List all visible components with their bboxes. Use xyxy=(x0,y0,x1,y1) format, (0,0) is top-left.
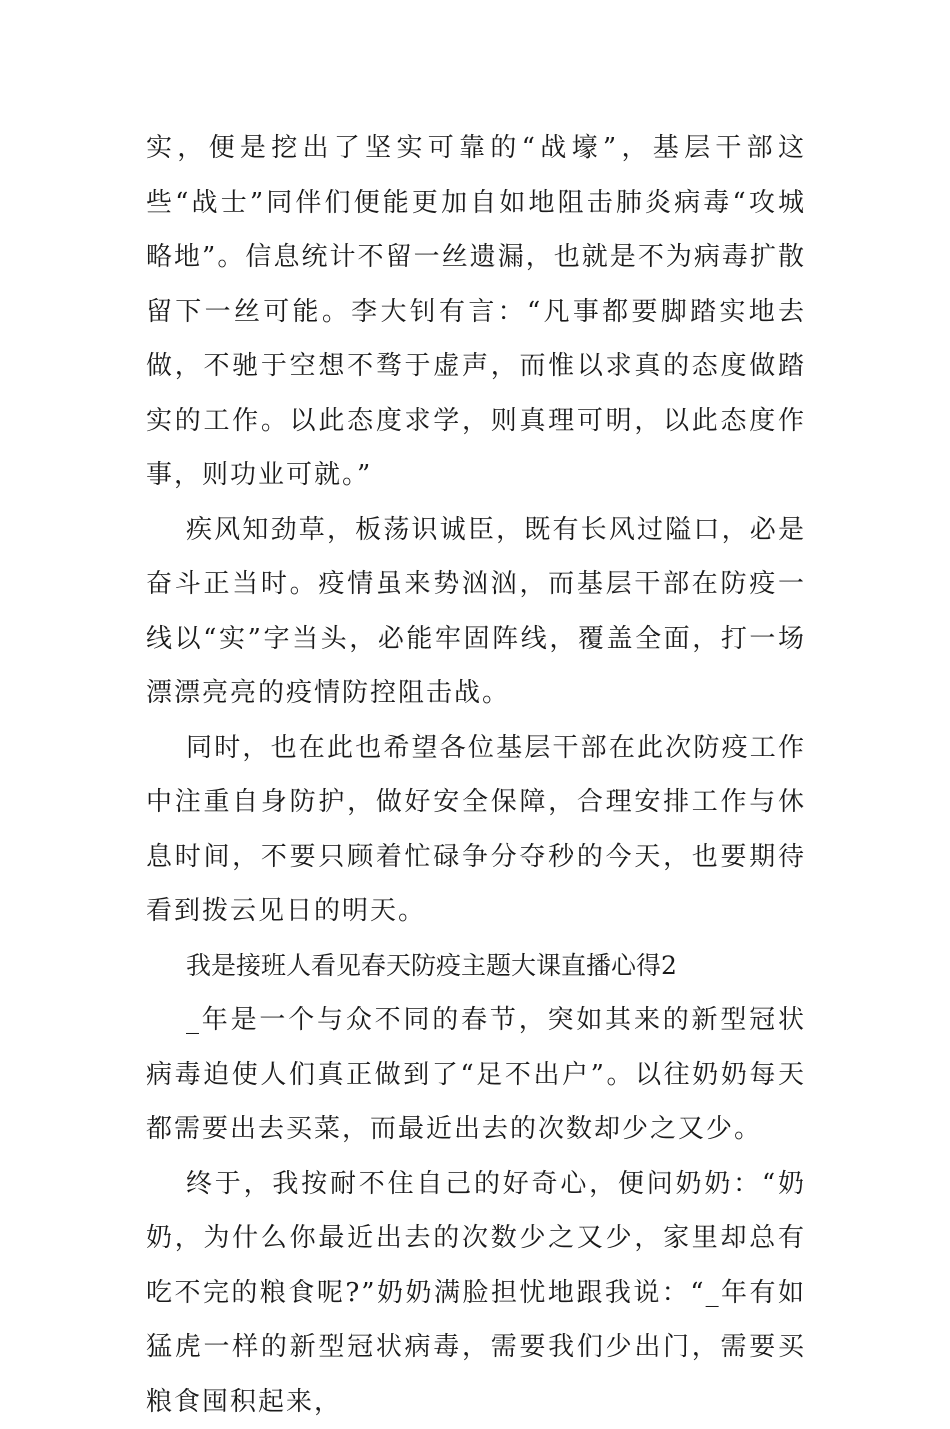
section-heading: 我是接班人看见春天防疫主题大课直播心得2 xyxy=(146,939,806,994)
paragraph-2: 疾风知劲草，板荡识诚臣，既有长风过隘口，必是奋斗正当时。疫情虽来势汹汹，而基层干部在防疫一线以“实”字当头，必能牢固阵线，覆盖全面，打一场漂漂亮亮的疫情防控阻击战。 xyxy=(146,503,806,721)
paragraph-3: 同时，也在此也希望各位基层干部在此次防疫工作中注重自身防护，做好安全保障，合理安排工作与休息时间，不要只顾着忙碌争分夺秒的今天，也要期待看到拨云见日的明天。 xyxy=(146,721,806,939)
document-body xyxy=(146,121,806,1429)
paragraph-4: _年是一个与众不同的春节，突如其来的新型冠状病毒迫使人们真正做到了“足不出户”。以往奶奶每天都需要出去买菜，而最近出去的次数却少之又少。 xyxy=(146,993,806,1157)
paragraph-5: 终于，我按耐不住自己的好奇心，便问奶奶：“奶奶，为什么你最近出去的次数少之又少，家里却总有吃不完的粮食呢?”奶奶满脸担忧地跟我说：“_年有如猛虎一样的新型冠状病毒，需要我们少出门，需要买粮食囤积起来， xyxy=(146,1157,806,1429)
paragraph-1: 实，便是挖出了坚实可靠的“战壕”，基层干部这些“战士”同伴们便能更加自如地阻击肺炎病毒“攻城略地”。信息统计不留一丝遗漏，也就是不为病毒扩散留下一丝可能。李大钊有言：“凡事都要脚踏实地去做，不驰于空想不骛于虚声，而惟以求真的态度做踏实的工作。以此态度求学，则真理可明，以此态度作事，则功业可就。” xyxy=(146,121,806,503)
